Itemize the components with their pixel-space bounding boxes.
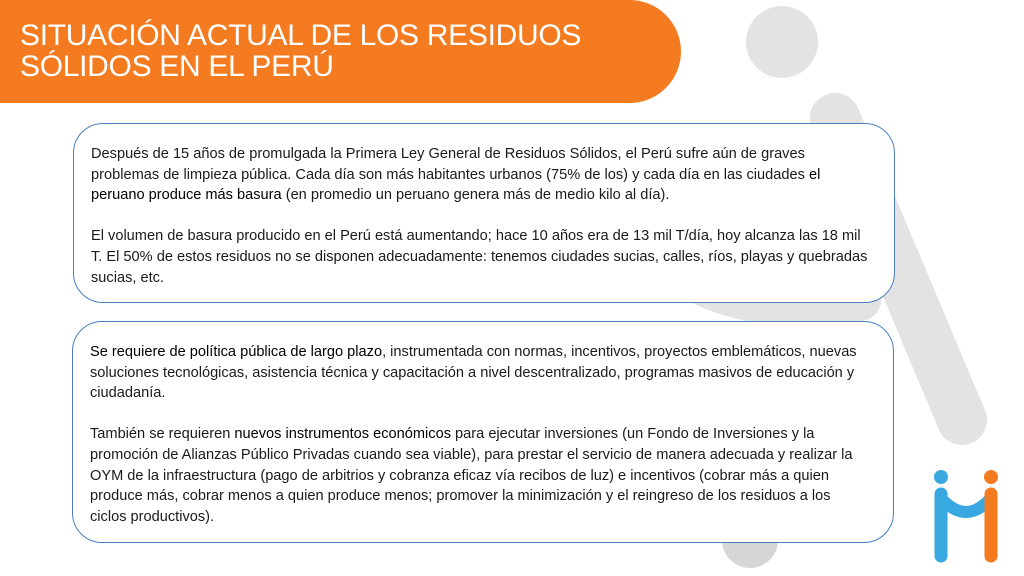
highlight-text: nuevos instrumentos económicos	[234, 426, 451, 443]
info-card-situation	[73, 123, 895, 303]
paragraph-volume: El volumen de basura producido en el Perú está aumentando; hace 10 años era de 13 mil T/día, hoy alcanza las 18 mil T. El 50% de estos residuos no se disponen adecuadamente: tenemos ciudades sucias, calles, ríos, playas y quebradas sucias, etc.	[91, 228, 868, 286]
decor-circle	[746, 6, 818, 78]
text-segment: (en promedio un peruano genera más de medio kilo al día).	[281, 187, 670, 204]
text-segment: para ejecutar inversiones (un Fondo de Inversiones y la promoción de Alianzas Público Privadas cuando sea viable), para prestar el servicio de manera adecuada y realizar la OYM de la infraestructura (pago de arbitrios y cobranza eficaz vía recibos de luz) e incentivos (cobrar más a quien produce más, cobrar menos a quien produce menos; promover la minimización y el reingreso de los residuos a los ciclos productivos).	[90, 426, 853, 525]
paragraph-instruments	[90, 424, 871, 527]
text-segment: Después de 15 años de promulgada la Primera Ley General de Residuos Sólidos, el Perú sufre aún de graves problemas de limpieza pública. Cada día son más habitantes urbanos (75% de los) y cada día en las ciudades	[91, 146, 809, 183]
highlight-text: el peruano produce más basura	[91, 166, 821, 204]
paragraph-situation	[91, 144, 872, 206]
page-title: SITUACIÓN ACTUAL DE LOS RESIDUOS SÓLIDOS EN EL PERÚ	[20, 19, 582, 83]
title-banner	[0, 0, 681, 103]
highlight-text: Se requiere de política pública de largo plazo	[90, 344, 383, 360]
logo-icon	[930, 464, 1002, 564]
text-segment: También se requieren	[90, 426, 235, 443]
info-card-requirements	[72, 321, 894, 543]
paragraph-policy	[90, 342, 871, 404]
text-segment: , instrumentada con normas, incentivos, proyectos emblemáticos, nuevas soluciones tecnológicas, asistencia técnica y capacitación a nivel descentralizado, programas masivos de educación y ciudadanía.	[90, 344, 857, 402]
